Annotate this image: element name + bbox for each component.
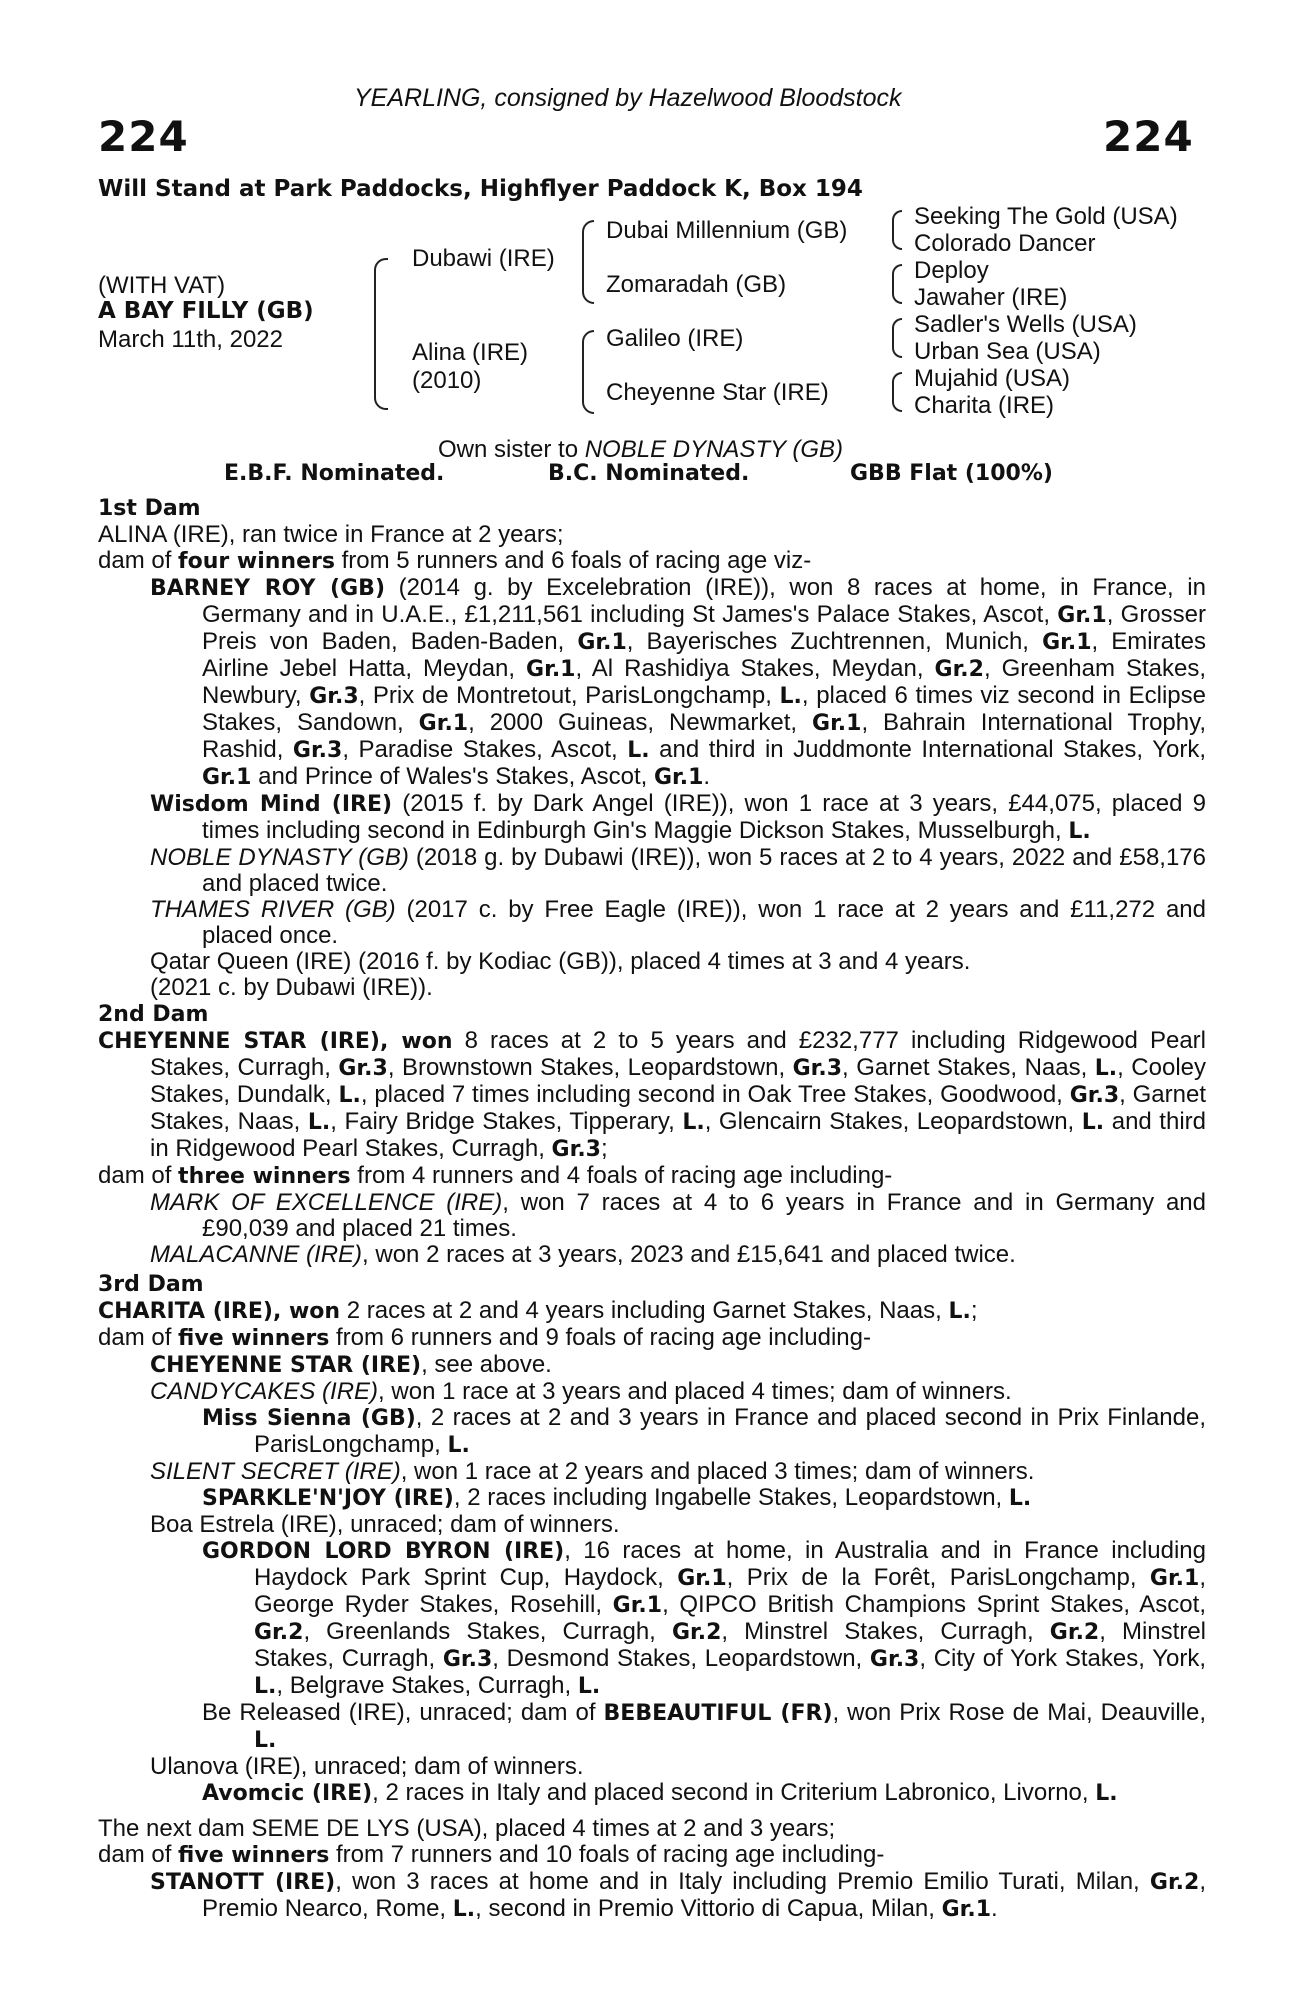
- text: from 6 runners and 9 foals of racing age including-: [329, 1324, 871, 1351]
- pedigree-gg1: Seeking The Gold (USA): [914, 203, 1178, 230]
- progeny-barney-roy: [150, 575, 1206, 791]
- grade: Gr.2: [254, 1620, 304, 1645]
- grade: L.: [447, 1433, 470, 1458]
- own-sister-name: NOBLE DYNASTY (GB): [584, 436, 843, 463]
- grade: Gr.3: [309, 684, 359, 709]
- text: , QIPCO British Champions Sprint Stakes, Ascot,: [662, 1591, 1206, 1618]
- grade: Gr.2: [934, 657, 984, 682]
- horse-name: CANDYCAKES (IRE): [150, 1378, 379, 1405]
- pedigree-sire-sire: Dubai Millennium (GB): [606, 217, 848, 244]
- first-dam-line: ALINA (IRE), ran twice in France at 2 years;: [98, 521, 564, 548]
- second-dam-summary: [98, 1163, 1206, 1190]
- progeny-be-released: [202, 1700, 1206, 1754]
- foaling-date: March 11th, 2022: [98, 326, 284, 353]
- horse-name: A BAY FILLY (GB): [98, 298, 314, 324]
- text: , Bayerisches Zuchtrennen, Munich,: [626, 628, 1043, 655]
- progeny-wisdom-mind: [150, 791, 1206, 845]
- grade: L.: [682, 1110, 705, 1135]
- text: , George Ryder Stakes, Rosehill,: [254, 1564, 1206, 1618]
- text: Be Released (IRE), unraced; dam of: [202, 1699, 604, 1726]
- second-dam-section: [98, 1002, 1206, 1268]
- text: 8 races at 2 to 5 years and £232,777 including Ridgewood Pearl Stakes, Curragh,: [150, 1027, 1206, 1081]
- text: , Brownstown Stakes, Leopardstown,: [387, 1054, 793, 1081]
- text: , 2 races in Italy and placed second in Criterium Labronico, Livorno,: [372, 1779, 1096, 1806]
- text: , won 1 race at 2 years and placed 3 times; dam of winners.: [400, 1458, 1035, 1485]
- lot-number-right: 224: [1103, 112, 1194, 161]
- progeny-silent-secret: [150, 1459, 1206, 1485]
- progeny-gordon-lord-byron: [202, 1538, 1206, 1700]
- text: dam of: [98, 1324, 179, 1351]
- winners-count: five winners: [178, 1326, 330, 1351]
- grade: Gr.1: [941, 1897, 992, 1922]
- pedigree-dam-sire: Galileo (IRE): [606, 325, 744, 352]
- horse-name: CHEYENNE STAR (IRE): [150, 1353, 422, 1378]
- text: , Al Rashidiya Stakes, Meydan,: [575, 655, 935, 682]
- text: from 4 runners and 4 foals of racing age including-: [350, 1162, 893, 1189]
- grade: Gr.2: [1049, 1620, 1100, 1645]
- horse-name: NOBLE DYNASTY (GB): [150, 844, 409, 871]
- horse-name: SPARKLE'N'JOY (IRE): [202, 1486, 454, 1511]
- pedigree-dam-dam: Cheyenne Star (IRE): [606, 379, 829, 406]
- grade: Gr.1: [1149, 1566, 1200, 1591]
- grade: Gr.1: [653, 765, 704, 790]
- text: and Prince of Wales's Stakes, Ascot,: [251, 763, 654, 790]
- grade: L.: [1068, 819, 1091, 844]
- grade: Gr.3: [292, 738, 343, 763]
- grade: L.: [1008, 1486, 1032, 1511]
- grade: Gr.1: [677, 1566, 727, 1591]
- second-dam-record: [98, 1028, 1206, 1163]
- text: , Bahrain International Trophy, Rashid,: [202, 709, 1207, 763]
- horse-name: SILENT SECRET (IRE): [150, 1458, 401, 1485]
- text: , 2 races at 2 and 3 years in France and placed second in Prix Finlande, ParisLongchamp,: [254, 1404, 1207, 1458]
- text: , Garnet Stakes, Naas,: [842, 1054, 1095, 1081]
- grade: Gr.1: [1057, 603, 1107, 628]
- text: , Belgrave Stakes, Curragh,: [276, 1672, 578, 1699]
- pedigree-gg7: Mujahid (USA): [914, 365, 1071, 392]
- next-dam-section: [98, 1816, 1206, 1923]
- pedigree-brace-g4: [892, 372, 902, 412]
- own-sister-note: [438, 436, 843, 464]
- text: from 7 runners and 10 foals of racing age including-: [329, 1841, 885, 1868]
- third-dam-summary: [98, 1325, 1206, 1352]
- winners-count: three winners: [178, 1164, 351, 1189]
- pedigree-gg5: Sadler's Wells (USA): [914, 311, 1137, 338]
- text: , Greenlands Stakes, Curragh,: [303, 1618, 672, 1645]
- progeny-2021-colt: (2021 c. by Dubawi (IRE)).: [150, 974, 433, 1001]
- progeny-thames-river: [150, 897, 1206, 949]
- pedigree-gg2: Colorado Dancer: [914, 230, 1096, 257]
- vat-note: (WITH VAT): [98, 272, 226, 299]
- text: , Minstrel Stakes, Curragh,: [254, 1618, 1206, 1672]
- text: (2017 c. by Free Eagle (IRE)), won 1 race at 2 years and £11,272 and placed once.: [202, 896, 1206, 949]
- text: , placed 7 times including second in Oak Tree Stakes, Goodwood,: [360, 1081, 1070, 1108]
- text: , placed 6 times viz second in Eclipse Stakes, Sandown,: [202, 682, 1206, 736]
- gbb-flat: GBB Flat (100%): [850, 461, 1053, 486]
- text: , Fairy Bridge Stakes, Tipperary,: [330, 1108, 683, 1135]
- own-sister-prefix: Own sister to: [438, 436, 585, 463]
- progeny-stanott: [150, 1869, 1206, 1923]
- first-dam-section: [98, 496, 1206, 1001]
- text: , Prix de la Forêt, ParisLongchamp,: [726, 1564, 1150, 1591]
- lot-number-left: 224: [98, 112, 189, 161]
- grade: Gr.3: [869, 1647, 920, 1672]
- text: dam of: [98, 1841, 179, 1868]
- text: (2018 g. by Dubawi (IRE)), won 5 races at 2 to 4 years, 2022 and £58,176 and placed twice.: [202, 844, 1206, 897]
- grade: Gr.2: [671, 1620, 722, 1645]
- grade: Gr.3: [792, 1056, 843, 1081]
- winners-count: five winners: [178, 1843, 330, 1868]
- horse-name: Avomcic (IRE): [202, 1781, 373, 1806]
- grade: Gr.3: [551, 1137, 601, 1162]
- text: dam of: [98, 1162, 179, 1189]
- text: ;: [970, 1297, 978, 1324]
- grade: Gr.1: [812, 711, 862, 736]
- grade: L.: [307, 1110, 331, 1135]
- progeny-cheyenne-star: [150, 1352, 1206, 1379]
- grade: L.: [1081, 1110, 1105, 1135]
- stand-location: Will Stand at Park Paddocks, Highflyer Paddock K, Box 194: [98, 176, 863, 202]
- text: from 5 runners and 6 foals of racing age viz-: [334, 547, 812, 574]
- horse-name: Miss Sienna (GB): [202, 1406, 416, 1431]
- text: , City of York Stakes, York,: [919, 1645, 1206, 1672]
- progeny-candycakes: [150, 1379, 1206, 1405]
- pedigree-gg4: Jawaher (IRE): [914, 284, 1068, 311]
- horse-name: CHARITA (IRE): [98, 1299, 273, 1324]
- pedigree-gg3: Deploy: [914, 257, 989, 284]
- progeny-mark-of-excellence: [150, 1190, 1206, 1242]
- next-dam-summary: [98, 1842, 1206, 1869]
- first-dam-summary: [98, 548, 1206, 575]
- progeny-sparkle-n-joy: [202, 1485, 1206, 1512]
- grade: L.: [1095, 1781, 1118, 1806]
- text: , Paradise Stakes, Ascot,: [342, 736, 628, 763]
- pedigree-brace-dam: [582, 330, 594, 414]
- text: .: [991, 1895, 998, 1922]
- progeny-boa-estrela: Boa Estrela (IRE), unraced; dam of winners.: [150, 1511, 620, 1538]
- third-dam-record: [98, 1298, 1206, 1325]
- horse-name: BEBEAUTIFUL (FR): [603, 1701, 833, 1726]
- text: , Minstrel Stakes, Curragh,: [721, 1618, 1050, 1645]
- grade: L.: [1094, 1056, 1118, 1081]
- grade: Gr.1: [612, 1593, 663, 1618]
- pedigree-brace-sire: [582, 220, 594, 304]
- grade: Gr.1: [577, 630, 627, 655]
- first-dam-title: 1st Dam: [98, 496, 201, 521]
- grade: L.: [627, 738, 650, 763]
- consignment-line: YEARLING, consigned by Hazelwood Bloodstock: [354, 84, 902, 112]
- second-dam-title: 2nd Dam: [98, 1002, 209, 1027]
- text: , Premio Nearco, Rome,: [202, 1868, 1206, 1922]
- text: , won 2 races at 3 years, 2023 and £15,641 and placed twice.: [362, 1241, 1016, 1268]
- text: , 16 races at home, in Australia and in France including Haydock Park Sprint Cup, Haydock,: [254, 1537, 1206, 1591]
- text: ;: [600, 1135, 608, 1162]
- grade: Gr.1: [526, 657, 576, 682]
- pedigree-sire-dam: Zomaradah (GB): [606, 271, 787, 298]
- grade: Gr.3: [338, 1056, 388, 1081]
- pedigree-dam: Alina (IRE): [412, 339, 529, 366]
- grade: L.: [254, 1674, 277, 1699]
- text: , won Prix Rose de Mai, Deauville,: [832, 1699, 1206, 1726]
- text: (2014 g. by Excelebration (IRE)), won 8 races at home, in France, in Germany and in U.A.E., £1,211,561 including St James's Palace Stakes, Ascot,: [202, 574, 1206, 628]
- pedigree-gg8: Charita (IRE): [914, 392, 1055, 419]
- horse-name: GORDON LORD BYRON (IRE): [202, 1539, 565, 1564]
- grade: Gr.1: [418, 711, 469, 736]
- text: , 2 races including Ingabelle Stakes, Leopardstown,: [453, 1484, 1009, 1511]
- text: and third in Ridgewood Pearl Stakes, Curragh,: [150, 1108, 1206, 1162]
- text: , see above.: [421, 1351, 552, 1378]
- text: dam of: [98, 547, 179, 574]
- grade: Gr.1: [1042, 630, 1092, 655]
- pedigree-brace-g1: [892, 210, 902, 250]
- text: , second in Premio Vittorio di Capua, Milan,: [475, 1895, 942, 1922]
- won-label: , won: [379, 1029, 453, 1054]
- grade: Gr.1: [202, 765, 252, 790]
- text: , won 7 races at 4 to 6 years in France and in Germany and £90,039 and placed 21 times.: [202, 1189, 1206, 1242]
- text: (2015 f. by Dark Angel (IRE)), won 1 race at 3 years, £44,075, placed 9 times including second in Edinburgh Gin's Maggie Dickson Stakes, Musselburgh,: [202, 790, 1206, 844]
- grade: Gr.3: [442, 1647, 493, 1672]
- horse-name: BARNEY ROY (GB): [150, 576, 385, 601]
- text: and third in Juddmonte International Stakes, York,: [649, 736, 1206, 763]
- progeny-noble-dynasty: [150, 845, 1206, 897]
- text: , Desmond Stakes, Leopardstown,: [492, 1645, 870, 1672]
- grade: L.: [779, 684, 802, 709]
- grade: L.: [254, 1728, 277, 1753]
- text: , Glencairn Stakes, Leopardstown,: [704, 1108, 1082, 1135]
- text: , won 1 race at 3 years and placed 4 times; dam of winners.: [378, 1378, 1012, 1405]
- progeny-ulanova: Ulanova (IRE), unraced; dam of winners.: [150, 1753, 584, 1780]
- pedigree-gg6: Urban Sea (USA): [914, 338, 1101, 365]
- horse-name: MARK OF EXCELLENCE (IRE): [150, 1189, 503, 1216]
- progeny-malacanne: [150, 1242, 1206, 1268]
- next-dam-line: The next dam SEME DE LYS (USA), placed 4 times at 2 and 3 years;: [98, 1815, 836, 1842]
- ebf-nominated: E.B.F. Nominated.: [224, 461, 445, 486]
- grade: Gr.3: [1069, 1083, 1120, 1108]
- third-dam-section: [98, 1272, 1206, 1807]
- horse-name: Wisdom Mind (IRE): [150, 792, 393, 817]
- horse-name: THAMES RIVER (GB): [150, 896, 396, 923]
- text: , Cooley Stakes, Dundalk,: [150, 1054, 1206, 1108]
- grade: Gr.2: [1149, 1870, 1200, 1895]
- pedigree-brace-g3: [892, 318, 902, 358]
- grade: L.: [948, 1299, 971, 1324]
- won-label: , won: [272, 1299, 341, 1324]
- third-dam-title: 3rd Dam: [98, 1272, 204, 1297]
- text: 2 races at 2 and 4 years including Garnet Stakes, Naas,: [340, 1297, 949, 1324]
- text: , 2000 Guineas, Newmarket,: [468, 709, 813, 736]
- bc-nominated: B.C. Nominated.: [548, 461, 750, 486]
- text: , Grosser Preis von Baden, Baden-Baden,: [202, 601, 1206, 655]
- text: , Prix de Montretout, ParisLongchamp,: [358, 682, 780, 709]
- winners-count: four winners: [178, 549, 335, 574]
- grade: L.: [338, 1083, 361, 1108]
- text: , won 3 races at home and in Italy including Premio Emilio Turati, Milan,: [335, 1868, 1150, 1895]
- progeny-qatar-queen: Qatar Queen (IRE) (2016 f. by Kodiac (GB)), placed 4 times at 3 and 4 years.: [150, 948, 971, 975]
- horse-name: MALACANNE (IRE): [150, 1241, 363, 1268]
- pedigree-sire: Dubawi (IRE): [412, 245, 555, 272]
- text: , Garnet Stakes, Naas,: [150, 1081, 1206, 1135]
- grade: L.: [577, 1674, 601, 1699]
- progeny-miss-sienna: [202, 1405, 1206, 1459]
- text: , Emirates Airline Jebel Hatta, Meydan,: [202, 628, 1206, 682]
- grade: L.: [452, 1897, 476, 1922]
- pedigree-dam-year: (2010): [412, 367, 482, 394]
- pedigree-brace-main: [374, 258, 388, 410]
- pedigree-brace-g2: [892, 264, 902, 304]
- horse-name: STANOTT (IRE): [150, 1870, 336, 1895]
- progeny-avomcic: [202, 1780, 1206, 1807]
- horse-name: CHEYENNE STAR (IRE): [98, 1029, 380, 1054]
- text: , Greenham Stakes, Newbury,: [202, 655, 1206, 709]
- text: .: [703, 763, 711, 790]
